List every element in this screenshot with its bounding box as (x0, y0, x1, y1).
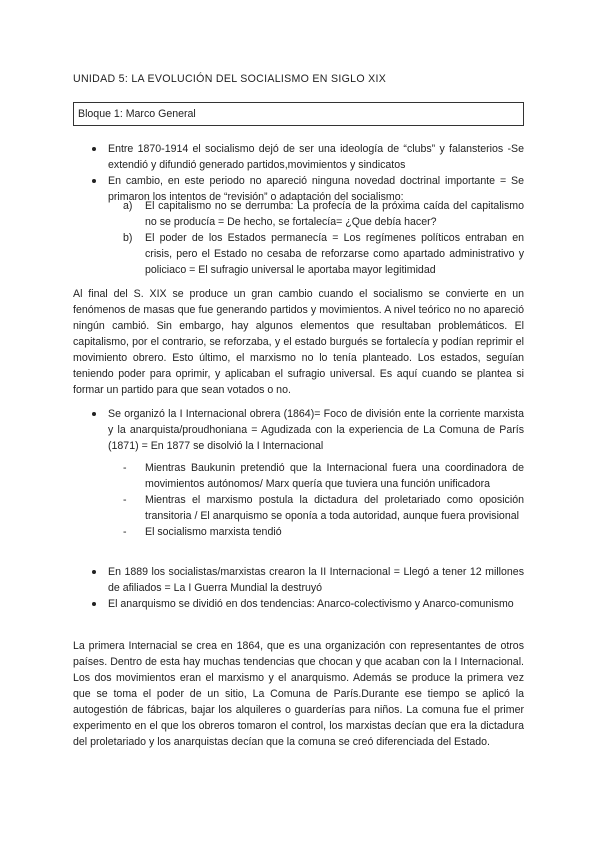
paragraph-1: Al final del S. XIX se produce un gran cambio cuando el socialismo se convierte en un fenómenos de masas que fue generando partidos y movimientos. A nivel teórico no no apareció ningún cambió. Sin embargo, hay algunos elementos que resultaban problemáticos. El capitalismo, por el contrario, se reforzaba, y el estado burgués se fortalecía y podían reprimir el movimiento obrero. Esto último, el marxismo no lo tenía planteado. Los estados, seguían teniendo poder para oprimir, y aplicaban el sufragio universal. Es aquí cuando se plantea si formar un partido para que sean votados o no. (73, 288, 524, 396)
list-item: El anarquismo se dividió en dos tendencias: Anarco-colectivismo y Anarco-comunismo (80, 596, 524, 612)
list-item: b) El poder de los Estados permanecía = Los regímenes políticos entraban en crisis, pero el Estado no cesaba de reforzarse como apartado administrativo y policiaco = El sufragio universal le aportaba mayor legitimidad (123, 232, 524, 276)
bullet-icon (92, 602, 96, 606)
bullet-icon (92, 570, 96, 574)
list-item: En cambio, en este periodo no apareció ninguna novedad doctrinal importante = Se primaron los intentos de “revisión” o adaptación del socialismo: (80, 173, 524, 205)
section-box (73, 102, 524, 126)
list-item: Entre 1870-1914 el socialismo dejó de ser una ideología de “clubs” y falansterios -Se extendió y difundió generado partidos,movimientos y sindicatos (80, 141, 524, 173)
list-item: - El socialismo marxista tendió (123, 526, 282, 538)
bullet-list-2 (80, 406, 524, 454)
paragraph-2: La primera Internacial se crea en 1864, que es una organización con representantes de otros países. Dentro de esta hay muchas tendencias que chocan y que acaban con la I Internacional. Los dos movimientos eran el marxismo y el anarquismo. Además se produce la primera vez que se toma el poder de un sitio, La Comuna de París.Durante ese tiempo se aplicó la autogestión de fábricas, bajar los alquileres o guarderías para niños. La comuna fue el primer experimento en el que los obreros tomaron el control, los marxistas decían que era la dictadura del proletariado y los anarquistas decían que la comuna se creó diferenciada del Estado. (73, 640, 524, 748)
bullet-icon (92, 147, 96, 151)
dash-list (123, 460, 524, 540)
list-item: Se organizó la I Internacional obrera (1864)= Foco de división ente la corriente marxista y la anarquista/proudhoniana = Agudizada con la experiencia de La Comuna de París (1871) = En 1877 se disolvió la I Internacional (80, 406, 524, 454)
bullet-icon (92, 179, 96, 183)
page-title: UNIDAD 5: LA EVOLUCIÓN DEL SOCIALISMO EN SIGLO XIX (73, 73, 387, 85)
bullet-icon (92, 412, 96, 416)
sub-list (123, 198, 524, 278)
section-label: Bloque 1: Marco General (78, 108, 196, 120)
bullet-list-1 (80, 141, 524, 205)
bullet-list-3 (80, 564, 524, 612)
list-item: - Mientras el marxismo postula la dictadura del proletariado como oposición transitoria / El anarquismo se oponía a toda autoridad, aunque fuera provisional (123, 494, 524, 522)
list-item: En 1889 los socialistas/marxistas crearon la II Internacional = Llegó a tener 12 millones de afiliados = La I Guerra Mundial la destruyó (80, 564, 524, 596)
list-item: a) El capitalismo no se derrumba: La profecía de la próxima caída del capitalismo no se producía = De hecho, se fortalecía= ¿Que debía hacer? (123, 200, 524, 228)
list-item: - Mientras Baukunin pretendió que la Internacional fuera una coordinadora de movimientos autónomos/ Marx quería que tuviera una función unificadora (123, 462, 524, 490)
